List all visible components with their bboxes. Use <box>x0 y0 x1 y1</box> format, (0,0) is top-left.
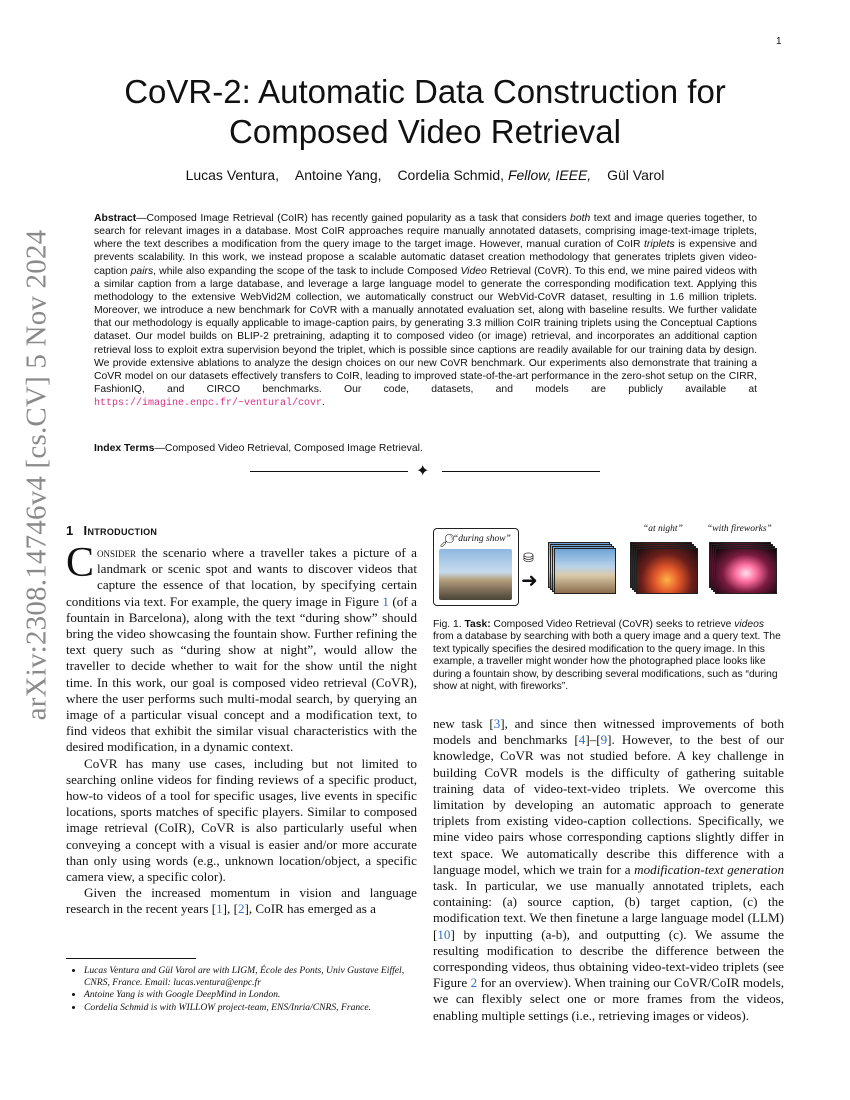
paragraph-text: ], [ <box>222 901 238 917</box>
author-list <box>85 167 765 183</box>
author-2: Antoine Yang, <box>294 167 382 183</box>
footnote-item: • Cordelia Schmid is with WILLOW project-team, ENS/Inria/CNRS, France. <box>84 1002 421 1014</box>
magnifier-icon: 🔎︎ <box>439 533 456 548</box>
divider-line <box>250 471 408 472</box>
figure-ref-link[interactable]: 1 <box>382 593 389 609</box>
index-terms <box>94 443 757 454</box>
abstract-text: Retrieval (CoVR). To this end, we mine paired videos with a similar caption from a large database, and leverage a large language model to generate the corresponding modification text. Applying this methodology to the extensive WebVid2M collection, we automatically construct our WebVid-CoVR dataset, resulting in 1.6 million triplets. Moreover, we introduce a new benchmark for CoVR with a manually annotated evaluation set, along with baseline results. We further validate that our methodology is equally applicable to image-caption pairs, by generating 3.3 million CoIR training triplets using the Conceptual Captions dataset. Our model builds on BLIP-2 pretraining, adapting it to composed video (or image) retrieval, and incorporates an additional caption retrieval loss to exploit extra supervision beyond the triplet, which is possible since captions are readily available for our training data by design. We provide extensive ablations to analyze the design choices on our new CoVR benchmark. Our experiments also demonstrate that training a CoVR model on our datasets effectively transfers to CoIR, leading to improved state-of-the-art performance in the zero-shot setup on the CIRR, FashionIQ, and CIRCO benchmarks. Our code, datasets, and models are publicly available at <box>94 265 757 396</box>
abstract <box>94 212 757 410</box>
lead-in: onsider <box>97 545 137 560</box>
modification-label: “with fireworks” <box>707 524 772 534</box>
dropcap: C <box>66 540 95 586</box>
paragraph: CoVR has many use cases, including but not limited to searching online videos for finding reviews of a specific product, how-to videos of a tool for specific usages, live events in specific locations, sports matches of specific players. Similar to composed image retrieval (CoIR), CoVR is also particularly useful when conveying a concept with a visual is easier and/or more accurate than only using words (e.g., unknown location/object, a specific camera view, a specific color). <box>66 755 417 885</box>
section-number: 1 <box>66 523 74 538</box>
footnotes <box>66 965 421 1014</box>
video-frame <box>554 548 616 594</box>
paragraph-text: ], CoIR has emerged as a <box>244 901 376 917</box>
footnote-rule <box>66 958 196 959</box>
section-heading <box>66 523 157 538</box>
paragraph-text: task. In particular, we use manually annotated triplets, each containing: (a) source caption, (b) target caption, (c) the modification text. We then finetune a large language model (LLM) [ <box>433 878 784 942</box>
video-stack-source <box>548 542 616 592</box>
citation-link[interactable]: 1 <box>216 901 223 917</box>
left-column <box>66 540 417 918</box>
author-4: Gül Varol <box>607 167 665 183</box>
figure-1 <box>433 524 785 614</box>
video-stack-night <box>630 542 698 592</box>
figure-caption <box>433 619 785 693</box>
abstract-em: triplets <box>644 239 675 251</box>
caption-bold: Task: <box>464 619 491 630</box>
footnote-item: • Antoine Yang is with Google DeepMind in London. <box>84 989 421 1001</box>
author-3-affil: Fellow, IEEE, <box>507 167 592 183</box>
paper-title: CoVR-2: Automatic Data Construction for Composed Video Retrieval <box>124 73 726 150</box>
abstract-text: , while also expanding the scope of the task to include Composed <box>153 265 461 277</box>
figure-ref-link[interactable]: 2 <box>470 975 478 991</box>
abstract-em: both <box>570 213 591 224</box>
caption-text: from a database by searching with both a query image and a query text. The text typically specifies the desired modification to the query image. In this example, a traveller might wonder how the photographed place looks like during a fountain show, by describing several modifications, such as “during show at night, with fireworks”. <box>433 631 781 693</box>
paragraph-text: ], and since then witnessed improvements of both models and benchmarks [ <box>433 716 784 748</box>
footnote-item: • Lucas Ventura and Gül Varol are with LIGM, École des Ponts, Univ Gustave Eiffel, CNRS, France. Email: lucas.ventura@enpc.fr <box>84 965 421 989</box>
caption-label: Fig. 1. <box>433 619 462 630</box>
paragraph-text: new task [ <box>433 716 494 731</box>
arxiv-stamp <box>20 229 53 721</box>
paragraph <box>66 540 417 756</box>
query-box <box>433 528 519 606</box>
paragraph-text: the scenario where a traveller takes a picture of a landmark or scenic spot and wants to discover videos that capture the essence of that location, by specifying certain conditions via text. For example, the query image in Figure <box>66 545 417 609</box>
citation-link[interactable]: 3 <box>493 716 501 731</box>
citation-link[interactable]: 10 <box>437 926 451 942</box>
section-divider <box>250 462 600 482</box>
author-3-name: Cordelia Schmid, <box>397 167 505 183</box>
caption-text: Composed Video Retrieval (CoVR) seeks to retrieve <box>490 619 735 630</box>
arxiv-stamp-text: arXiv:2308.14746v4 [cs.CV] 5 Nov 2024 <box>20 229 53 721</box>
abstract-em: Video <box>460 265 487 277</box>
query-image <box>439 549 512 600</box>
abstract-text: is expensive and prevents scalability. In this work, we instead propose a scalable automatic dataset creation methodology that generates triplets given video-caption <box>94 239 757 277</box>
abstract-text: text and image queries together, to search for relevant images in a database. Most CoIR approaches require manually annotated datasets, comprising image-text-image triplets, where the text describes a modification from the query image to the target image. However, manual curation of CoIR <box>94 213 757 251</box>
citation-link[interactable]: 9 <box>600 732 608 748</box>
caption-em: videos <box>734 619 765 630</box>
video-frame <box>715 548 777 594</box>
section-title: Introduction <box>83 523 158 538</box>
abstract-label: Abstract <box>94 213 137 224</box>
paragraph <box>433 716 784 1024</box>
abstract-text: —Composed Image Retrieval (CoIR) has recently gained popularity as a task that considers <box>136 213 571 224</box>
divider-star-icon: ✦ <box>416 463 430 480</box>
divider-line <box>442 471 600 472</box>
author-3 <box>397 167 591 183</box>
index-terms-text: —Composed Video Retrieval, Composed Image Retrieval. <box>154 443 423 454</box>
author-1: Lucas Ventura, <box>185 167 279 183</box>
database-icon: ⛁ <box>523 550 534 565</box>
index-terms-label: Index Terms <box>94 443 155 454</box>
abstract-text: . <box>322 397 325 409</box>
abstract-em: pairs <box>130 265 154 277</box>
right-arrow-icon: ➜ <box>521 570 538 592</box>
paragraph-text: ]–[ <box>585 732 601 748</box>
citation-link[interactable]: 2 <box>237 901 245 917</box>
page-number: 1 <box>776 36 782 47</box>
paragraph-text: (of a fountain in Barcelona), along with the text “during show” should bring the video showcasing the fountain show. Further refining the text query such as “during show at night”, would allow the traveller to decide whether to wait for the show until the night time. In this work, our goal is composed video retrieval (CoVR), where the user performs such multi-modal search, by querying an image of a particular visual concept and a modification text, to find videos that exhibit the similar visual characteristics with the desired modification, in a dynamic context. <box>66 593 417 755</box>
paragraph-text: ] by inputting (a-b), and outputting (c). We assume the resulting modification to describe the difference between the corresponding videos, thus obtaining video-text-video triplets (see Figure <box>433 926 784 991</box>
right-column <box>433 716 784 1024</box>
paragraph <box>66 885 417 917</box>
citation-link[interactable]: 4 <box>578 732 586 748</box>
paragraph-text: Given the increased momentum in vision and language research in the recent years [ <box>66 885 417 917</box>
video-frame <box>636 548 698 594</box>
paragraph-text: for an overview). When training our CoVR/CoIR models, we can flexibly select one or more frames from the videos, enabling multiple settings (i.e., retrieving images or videos). <box>433 975 784 1023</box>
code-url-link[interactable]: https://imagine.enpc.fr/~ventural/covr <box>94 398 323 410</box>
emphasis: modification-text generation <box>634 861 784 877</box>
modification-label: “at night” <box>643 524 683 534</box>
video-stack-fireworks <box>709 542 777 592</box>
paragraph-text: ]. However, to the best of our knowledge, CoVR was not studied before. A key challenge in building CoVR models is the difficulty of gathering suitable training data of video-text-video triplets. We overcome this limitation by developing an automatic approach to generate triplets from existing video-caption collections. Specifically, we mine video pairs whose corresponding captions slightly differ in text space. We automatically describe this difference with a language model, which we train for a <box>433 732 784 877</box>
query-text: “during show” <box>453 534 511 544</box>
